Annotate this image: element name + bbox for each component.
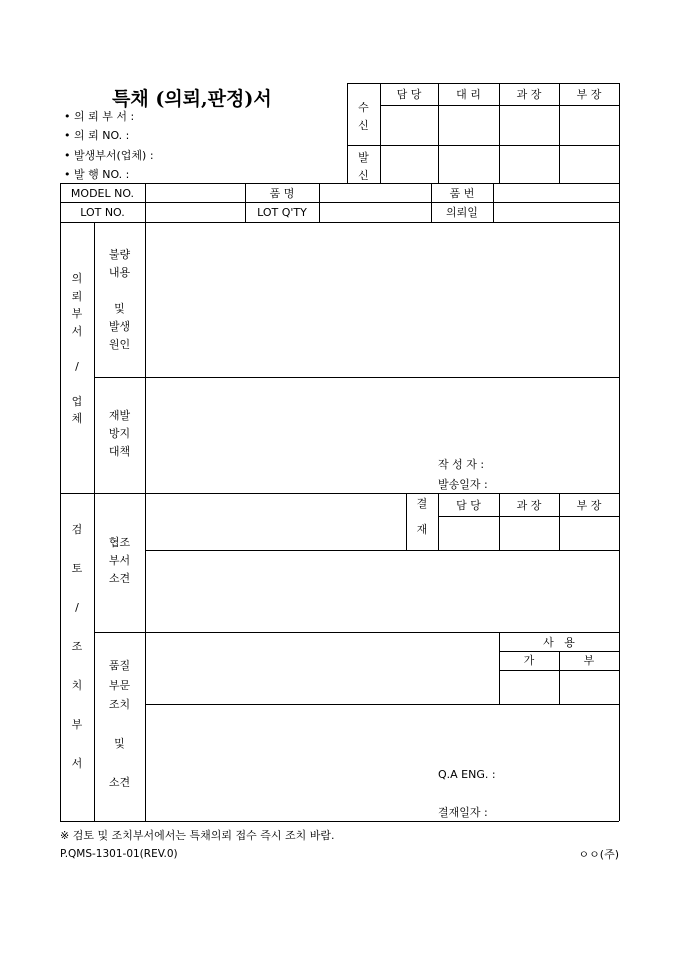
approval-label: 결 재 [416,497,428,536]
send-label: 발 신 [358,151,369,182]
prevention-label: 재발 방지 대책 [108,409,131,458]
sign-send-section-chief[interactable] [500,146,559,183]
receive-label: 수 신 [358,101,369,132]
request-no-label: • 의 뢰 NO. : [64,129,130,142]
sign-receive-assistant[interactable] [439,106,499,145]
product-name-field[interactable] [320,184,431,202]
defect-cause-label: 불량 내용 및 발생 원인 [108,248,131,351]
quality-opinion-field[interactable] [146,705,619,765]
send-date-label: 발송일자 : [438,478,488,491]
qa-eng-label: Q.A ENG. : [438,768,496,781]
lot-no-field[interactable] [146,203,245,222]
writer-label: 작 성 자 : [438,458,485,471]
review-approval-col-3: 부 장 [576,499,602,512]
coop-opinion-label: 협조 부서 소견 [108,536,131,585]
sign-review-section-chief[interactable] [500,517,559,550]
top-approval-col-4: 부 장 [576,88,602,101]
use-label: 사 용 [543,636,575,649]
review-approval-col-2: 과 장 [516,499,542,512]
use-reject-label: 부 [583,654,595,667]
coop-opinion-detail-field[interactable] [146,551,619,632]
sign-receive-section-chief[interactable] [500,106,559,145]
sign-review-dept-head[interactable] [560,517,619,550]
review-approval-col-1: 담 당 [456,499,481,512]
top-approval-col-1: 담 당 [396,88,422,101]
request-date-field[interactable] [494,203,619,222]
sign-send-staff[interactable] [381,146,438,183]
form-number: P.QMS-1301-01(REV.0) [60,848,178,860]
sign-send-dept-head[interactable] [560,146,619,183]
use-accept-check[interactable] [500,671,559,704]
section-review-label: 검 토 / 조 치 부 서 [71,523,83,770]
use-reject-check[interactable] [560,671,619,704]
sign-receive-dept-head[interactable] [560,106,619,145]
lot-qty-label: LOT Q'TY [257,206,307,219]
prevention-field[interactable] [146,378,619,458]
lot-no-label: LOT NO. [80,206,125,219]
form-title: 특채 (의뢰,판정)서 [112,88,272,110]
section-requester-label: 의 뢰 부 서 / 업 체 [71,272,83,425]
use-accept-label: 가 [523,654,535,667]
coop-opinion-field[interactable] [146,494,406,550]
product-name-label: 품 명 [269,187,295,200]
sign-send-assistant[interactable] [439,146,499,183]
sign-receive-staff[interactable] [381,106,438,145]
top-approval-col-2: 대 리 [456,88,481,101]
product-no-field[interactable] [494,184,619,202]
model-no-field[interactable] [146,184,245,202]
model-no-label: MODEL NO. [70,187,135,200]
company-name: ㅇㅇ(주) [578,848,619,861]
issue-no-label: • 발 행 NO. : [64,168,130,181]
request-dept-label: • 의 뢰 부 서 : [64,110,135,123]
issue-dept-label: • 발생부서(업체) : [64,149,154,162]
quality-action-label: 품질 부문 조치 및 소견 [108,659,131,789]
approval-date-label: 결재일자 : [438,806,488,819]
defect-cause-field[interactable] [146,223,619,377]
quality-action-field[interactable] [146,633,499,704]
request-date-label: 의뢰일 [446,206,478,219]
lot-qty-field[interactable] [320,203,431,222]
product-no-label: 품 번 [449,187,475,200]
top-approval-col-3: 과 장 [516,88,542,101]
sign-review-staff[interactable] [439,517,499,550]
footer-note: ※ 검토 및 조치부서에서는 특채의뢰 접수 즉시 조치 바람. [60,829,335,842]
